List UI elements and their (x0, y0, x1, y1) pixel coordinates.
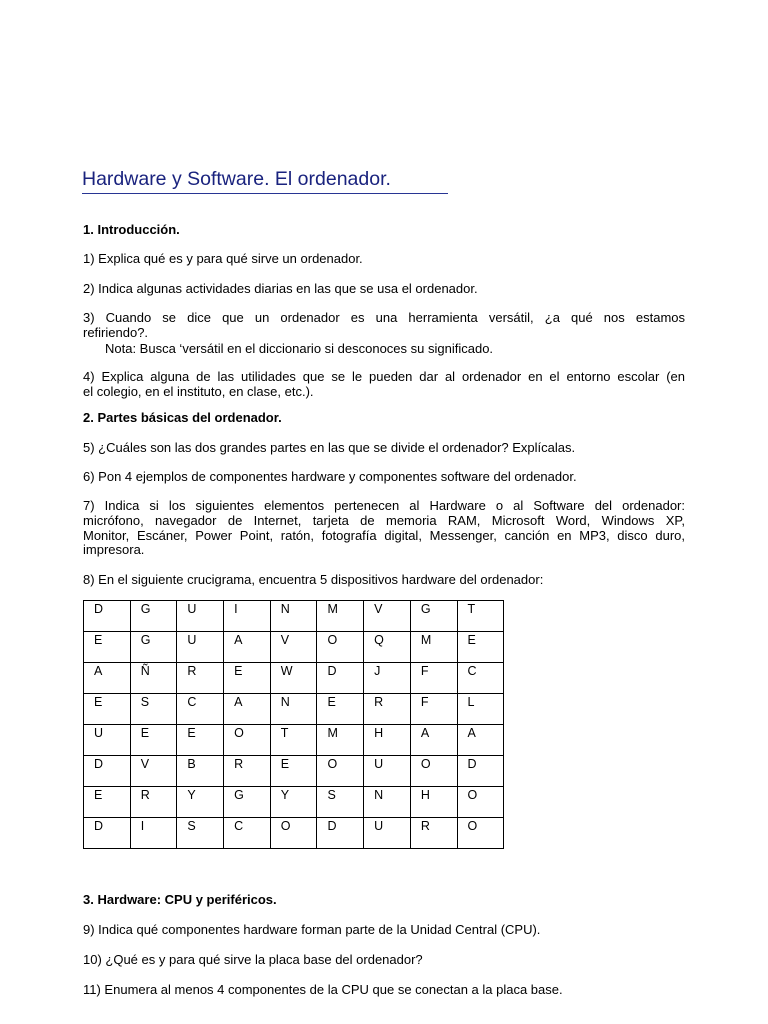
title-underline (82, 193, 448, 194)
crossword-cell: R (177, 663, 224, 694)
crossword-cell: U (177, 632, 224, 663)
crossword-cell: O (224, 725, 271, 756)
crossword-cell: J (364, 663, 411, 694)
crossword-cell: C (224, 818, 271, 849)
crossword-cell: A (457, 725, 504, 756)
crossword-cell: E (84, 632, 131, 663)
crossword-cell: I (130, 818, 177, 849)
crossword-cell: O (457, 787, 504, 818)
crossword-cell: D (84, 756, 131, 787)
crossword-cell: H (410, 787, 457, 818)
crossword-row (84, 756, 504, 787)
crossword-cell: Y (177, 787, 224, 818)
crossword-cell: E (177, 725, 224, 756)
crossword-row (84, 601, 504, 632)
question-9: 9) Indica qué componentes hardware forman parte de la Unidad Central (CPU). (83, 922, 541, 937)
crossword-cell: C (177, 694, 224, 725)
crossword-cell: B (177, 756, 224, 787)
question-1: 1) Explica qué es y para qué sirve un ordenador. (83, 251, 363, 266)
question-7-line-4: impresora. (83, 542, 145, 557)
crossword-cell: D (84, 818, 131, 849)
crossword-row (84, 694, 504, 725)
crossword-cell: V (364, 601, 411, 632)
crossword-cell: M (410, 632, 457, 663)
crossword-cell: A (410, 725, 457, 756)
crossword-cell: U (84, 725, 131, 756)
crossword-row (84, 787, 504, 818)
crossword-cell: N (270, 694, 317, 725)
crossword-cell: G (410, 601, 457, 632)
crossword-cell: R (410, 818, 457, 849)
crossword-cell: A (84, 663, 131, 694)
crossword-cell: T (457, 601, 504, 632)
crossword-cell: D (317, 818, 364, 849)
crossword-cell: E (130, 725, 177, 756)
crossword-row (84, 818, 504, 849)
question-7-line-1: 7) Indica si los siguientes elementos pertenecen al Hardware o al Software del ordenador: (83, 498, 685, 513)
crossword-cell: N (270, 601, 317, 632)
question-8: 8) En el siguiente crucigrama, encuentra 5 dispositivos hardware del ordenador: (83, 572, 544, 587)
crossword-cell: O (270, 818, 317, 849)
crossword-cell: E (270, 756, 317, 787)
crossword-cell: W (270, 663, 317, 694)
crossword-cell: G (130, 601, 177, 632)
crossword-cell: E (84, 694, 131, 725)
question-3-line-1: 3) Cuando se dice que un ordenador es una herramienta versátil, ¿a qué nos estamos (83, 310, 685, 325)
crossword-cell: Y (270, 787, 317, 818)
question-2: 2) Indica algunas actividades diarias en las que se usa el ordenador. (83, 281, 478, 296)
question-6: 6) Pon 4 ejemplos de componentes hardware y componentes software del ordenador. (83, 469, 577, 484)
crossword-cell: N (364, 787, 411, 818)
crossword-cell: E (457, 632, 504, 663)
crossword-cell: I (224, 601, 271, 632)
crossword-cell: O (457, 818, 504, 849)
page-title: Hardware y Software. El ordenador. (82, 168, 391, 190)
crossword-cell: H (364, 725, 411, 756)
crossword-cell: Ñ (130, 663, 177, 694)
crossword-cell: V (130, 756, 177, 787)
crossword-cell: O (410, 756, 457, 787)
crossword-cell: M (317, 601, 364, 632)
crossword-cell: R (130, 787, 177, 818)
crossword-cell: F (410, 663, 457, 694)
crossword-cell: U (364, 818, 411, 849)
crossword-cell: D (84, 601, 131, 632)
question-3-note: Nota: Busca ‘versátil en el diccionario si desconoces su significado. (105, 341, 494, 356)
question-7-line-3: Monitor, Escáner, Power Point, ratón, fotografía digital, Messenger, canción en MP3, disco duro, (83, 528, 685, 543)
crossword-cell: V (270, 632, 317, 663)
crossword-cell: L (457, 694, 504, 725)
crossword-cell: S (317, 787, 364, 818)
crossword-cell: G (224, 787, 271, 818)
crossword-cell: D (317, 663, 364, 694)
crossword-cell: A (224, 694, 271, 725)
crossword-cell: R (224, 756, 271, 787)
crossword-cell: U (177, 601, 224, 632)
crossword-cell: U (364, 756, 411, 787)
crossword-cell: C (457, 663, 504, 694)
crossword-cell: T (270, 725, 317, 756)
crossword-cell: M (317, 725, 364, 756)
crossword-cell: F (410, 694, 457, 725)
crossword-cell: E (224, 663, 271, 694)
crossword-cell: D (457, 756, 504, 787)
section-heading-2: 2. Partes básicas del ordenador. (83, 410, 282, 425)
crossword-cell: S (130, 694, 177, 725)
crossword-cell: A (224, 632, 271, 663)
crossword-grid (83, 600, 504, 849)
section-heading-1: 1. Introducción. (83, 222, 180, 237)
crossword-cell: E (84, 787, 131, 818)
crossword-cell: Q (364, 632, 411, 663)
question-3-line-2: refiriendo?. (83, 325, 149, 340)
crossword-cell: O (317, 756, 364, 787)
crossword-cell: G (130, 632, 177, 663)
question-10: 10) ¿Qué es y para qué sirve la placa base del ordenador? (83, 952, 423, 967)
crossword-cell: O (317, 632, 364, 663)
question-4-line-2: el colegio, en el instituto, en clase, etc.). (83, 384, 314, 399)
crossword-cell: S (177, 818, 224, 849)
question-7-line-2: micrófono, navegador de Internet, tarjeta de memoria RAM, Microsoft Word, Windows XP, (83, 513, 685, 528)
crossword-cell: E (317, 694, 364, 725)
crossword-row (84, 725, 504, 756)
crossword-row (84, 663, 504, 694)
question-4-line-1: 4) Explica alguna de las utilidades que se le pueden dar al ordenador en el entorno escolar (en (83, 369, 685, 384)
question-5: 5) ¿Cuáles son las dos grandes partes en las que se divide el ordenador? Explícalas. (83, 440, 576, 455)
crossword-cell: R (364, 694, 411, 725)
section-heading-3: 3. Hardware: CPU y periféricos. (83, 892, 277, 907)
question-11: 11) Enumera al menos 4 componentes de la CPU que se conectan a la placa base. (83, 982, 563, 997)
crossword-row (84, 632, 504, 663)
